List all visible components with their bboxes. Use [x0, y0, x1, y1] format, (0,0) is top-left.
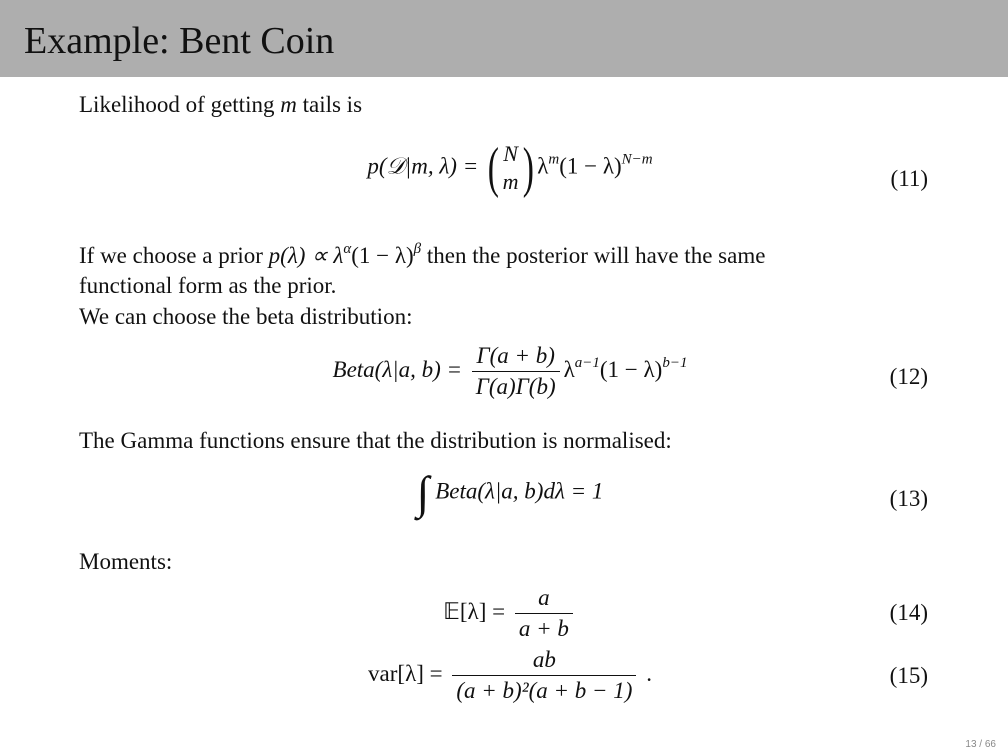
page-number: 13 / 66 — [965, 739, 996, 750]
prior-prefix: If we choose a prior — [79, 243, 269, 268]
binom-top: N — [503, 141, 518, 166]
eq12-denominator: Γ(a)Γ(b) — [472, 371, 560, 400]
eq15-fraction — [452, 647, 636, 704]
likelihood-text — [79, 90, 362, 120]
slide-title: Example: Bent Coin — [24, 20, 335, 62]
gamma-text: The Gamma functions ensure that the distribution is normalised: — [79, 428, 672, 453]
equation-number-11: (11) — [890, 166, 928, 191]
prior-text — [79, 241, 765, 271]
equation-12 — [250, 343, 770, 400]
binomial — [503, 140, 519, 196]
moments-label: Moments: — [79, 549, 173, 574]
prior-exp2: β — [413, 241, 422, 257]
eq12-numerator: Γ(a + b) — [476, 343, 555, 368]
likelihood-var: m — [280, 92, 297, 117]
eq15-tail: . — [640, 660, 652, 686]
beta-intro: We can choose the beta distribution: — [79, 304, 413, 329]
likelihood-suffix: tails is — [296, 92, 363, 117]
binom-left-paren: ( — [487, 137, 499, 199]
equation-11 — [250, 137, 770, 199]
eq14-fraction — [515, 585, 573, 642]
prior-line2: functional form as the prior. — [79, 273, 337, 298]
eq13-body: Beta(λ|a, b)dλ = 1 — [435, 478, 604, 504]
eq12-exp1: a−1 — [574, 354, 600, 371]
eq11-lhs: p(𝒟|m, λ) = — [367, 153, 479, 179]
eq15-lhs: var[λ] = — [368, 660, 443, 686]
binom-bottom: m — [502, 169, 519, 194]
slide-header — [0, 0, 1008, 77]
eq12-base1: λ — [563, 356, 575, 382]
equation-number-15: (15) — [889, 663, 928, 688]
equation-number-12: (12) — [889, 364, 928, 389]
prior-mid: (1 − λ) — [351, 243, 414, 268]
eq14-denominator: a + b — [515, 613, 573, 642]
equation-14 — [250, 585, 770, 642]
equation-number-14: (14) — [889, 600, 928, 625]
equation-15 — [250, 647, 770, 704]
equation-number-13: (13) — [889, 486, 928, 511]
eq11-exp1: m — [548, 151, 560, 168]
eq15-numerator: ab — [532, 647, 556, 672]
eq12-fraction — [472, 343, 560, 400]
eq14-lhs: 𝔼[λ] = — [443, 598, 506, 624]
likelihood-prefix: Likelihood of getting — [79, 92, 281, 117]
equation-13 — [250, 467, 770, 518]
eq12-base2: (1 − λ) — [599, 356, 663, 382]
prior-lhs: p(λ) ∝ λ — [268, 243, 344, 268]
eq11-exp2: N−m — [621, 151, 653, 168]
integral-sign: ∫ — [416, 467, 430, 518]
eq11-base2: (1 − λ) — [559, 153, 622, 179]
eq15-denominator: (a + b)²(a + b − 1) — [452, 675, 636, 704]
eq12-exp2: b−1 — [662, 354, 688, 371]
binom-right-paren: ) — [522, 137, 534, 199]
eq14-numerator: a — [538, 585, 550, 610]
eq11-base1: λ — [537, 153, 549, 179]
eq12-lhs: Beta(λ|a, b) = — [332, 356, 463, 382]
prior-exp1: α — [343, 241, 352, 257]
prior-suffix: then the posterior will have the same — [421, 243, 766, 268]
